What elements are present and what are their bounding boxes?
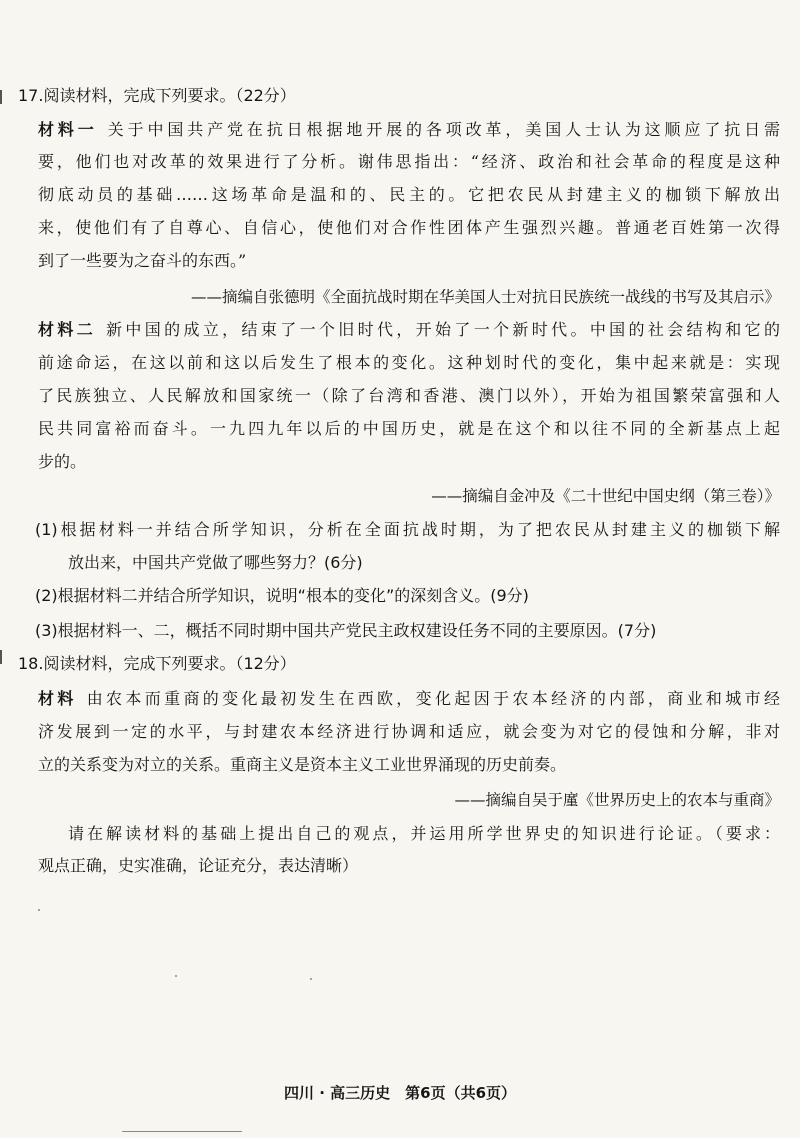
scan-edge-mark bbox=[0, 90, 2, 104]
scan-edge-mark bbox=[0, 650, 2, 664]
q17-material-1-line: 材料一 关于中国共产党在抗日根据地开展的各项改革，美国人士认为这顺应了抗日需 bbox=[38, 120, 780, 139]
scan-speck bbox=[310, 978, 312, 980]
q17-material-2-line: 步的。 bbox=[38, 452, 87, 471]
q17-material-2-line: 了民族独立、人民解放和国家统一（除了台湾和香港、澳门以外），开始为祖国繁荣富强和人 bbox=[38, 386, 780, 405]
material-2-source: ——摘编自金冲及《二十世纪中国史纲（第三卷）》 bbox=[431, 487, 780, 505]
q17-material-1-line: 来，使他们有了自尊心、自信心，使他们对合作性团体产生强烈兴趣。普通老百姓第一次得 bbox=[38, 218, 780, 237]
scan-speck bbox=[38, 909, 40, 911]
page-footer: 四川 · 高三历史 第6页（共6页） bbox=[283, 1084, 517, 1102]
q17-subquestion-1: (1)根据材料一并结合所学知识，分析在全面抗战时期，为了把农民从封建主义的枷锁下解 bbox=[35, 520, 780, 539]
material-source: ——摘编自吴于廑《世界历史上的农本与重商》 bbox=[454, 791, 780, 809]
scan-speck bbox=[175, 975, 177, 977]
material-label: 材料 bbox=[38, 689, 77, 708]
q17-subquestion-1-cont: 放出来，中国共产党做了哪些努力？(6分) bbox=[68, 553, 363, 572]
q18-material-line: 立的关系变为对立的关系。重商主义是资本主义工业世界涌现的历史前奏。 bbox=[38, 755, 567, 774]
scan-speck bbox=[122, 1131, 242, 1132]
q17-material-1-line: 到了一些要为之奋斗的东西。” bbox=[38, 251, 247, 270]
q18-material-line: 济发展到一定的水平，与封建农本经济进行协调和适应，就会变为对它的侵蚀和分解，非对 bbox=[38, 722, 780, 741]
question-17-title: 17.阅读材料，完成下列要求。（22分） bbox=[18, 86, 296, 105]
material-1-label: 材料一 bbox=[38, 120, 98, 139]
q18-task-cont: 观点正确，史实准确，论证充分，表达清晰） bbox=[38, 856, 359, 875]
q18-material-line: 材料 由农本而重商的变化最初发生在西欧，变化起因于农本经济的内部，商业和城市经 bbox=[38, 689, 780, 708]
q17-subquestion-3: (3)根据材料一、二，概括不同时期中国共产党民主政权建设任务不同的主要原因。(7分) bbox=[35, 621, 657, 640]
q17-material-2-line: 材料二 新中国的成立，结束了一个旧时代，开始了一个新时代。中国的社会结构和它的 bbox=[38, 320, 780, 339]
question-18-title: 18.阅读材料，完成下列要求。（12分） bbox=[18, 654, 296, 673]
material-2-label: 材料二 bbox=[38, 320, 97, 339]
q17-material-2-line: 前途命运，在这以前和这以后发生了根本的变化。这种划时代的变化，集中起来就是：实现 bbox=[38, 353, 780, 372]
q18-task: 请在解读材料的基础上提出自己的观点，并运用所学世界史的知识进行论证。（要求： bbox=[68, 824, 780, 843]
material-1-source: ——摘编自张德明《全面抗战时期在华美国人士对抗日民族统一战线的书写及其启示》 bbox=[190, 288, 780, 306]
q17-material-1-line: 彻底动员的基础……这场革命是温和的、民主的。它把农民从封建主义的枷锁下解放出 bbox=[38, 185, 780, 204]
q17-subquestion-2: (2)根据材料二并结合所学知识，说明“根本的变化”的深刻含义。(9分) bbox=[35, 586, 529, 605]
q17-material-1-line: 要，他们也对改革的效果进行了分析。谢伟思指出：“经济、政治和社会革命的程度是这种 bbox=[38, 152, 780, 171]
q17-material-2-line: 民共同富裕而奋斗。一九四九年以后的中国历史，就是在这个和以往不同的全新基点上起 bbox=[38, 419, 780, 438]
